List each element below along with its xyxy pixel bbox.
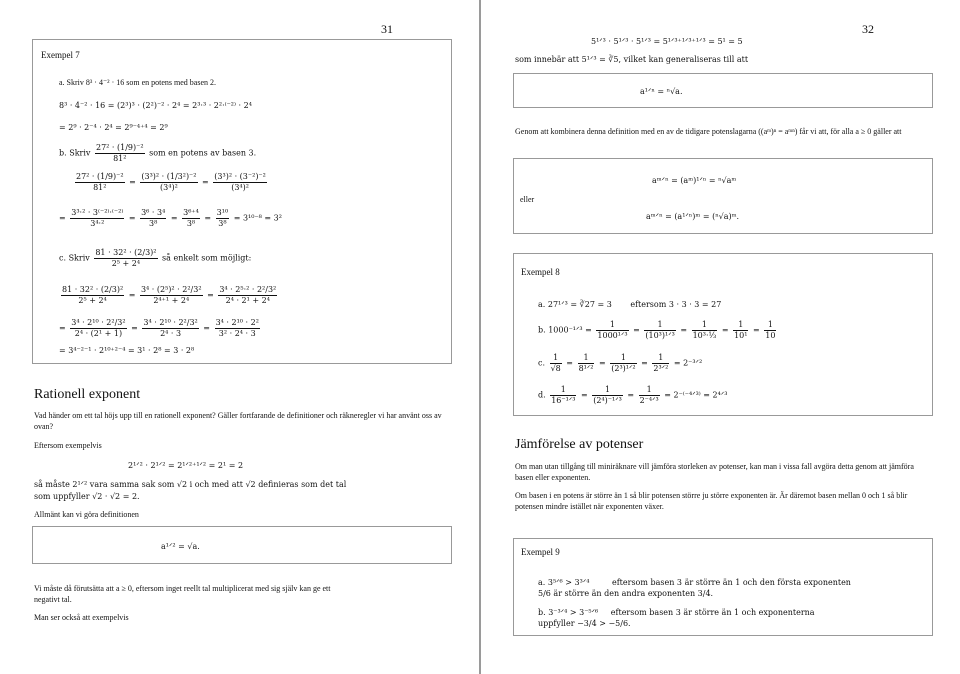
definition-box: [32, 526, 452, 564]
fraction-numerator: 3⁴ · 2¹⁰ · 2²/3²: [71, 318, 126, 327]
section-heading: Rationell exponent: [34, 387, 141, 402]
fraction-numerator: 3³·² · 3⁽⁻²⁾·⁽⁻²⁾: [71, 208, 124, 217]
fraction-numerator: 1: [652, 353, 669, 364]
paragraph: Vad händer om ett tal höjs upp till en rationell exponent? Gäller fortfarande de definitioner och räkneregler vi har använt oss av ovan?: [34, 411, 442, 431]
example-c-calc-row-1: $\frac{\text{81 · 32² · (2/3)²}}{\text{2⁵ + 2⁴}}$ = $\frac{\text{3⁴ · (2⁵)² · 2²/3²}}{\text{2⁴⁺¹ + 2⁴}}$ = $\frac{\text{3⁴ · 2⁵·² · 2²/3²}}{\text{2⁴ · 2¹ + 2⁴}}$: [62, 285, 277, 305]
paragraph-line: som innebär att 5¹ᐟ³ = ∛5, vilket kan generaliseras till att: [515, 55, 749, 64]
paragraph: Om basen i en potens är större än 1 så blir potensen större ju större exponenten är. Är däremot basen mellan 0 och 1 så blir potensen mindre istället när exponenten växer.: [515, 491, 908, 511]
fraction-denominator: 2³ᐟ²: [653, 364, 669, 373]
fraction-numerator: 1: [550, 385, 576, 396]
fraction-denominator: 10³·⅓: [692, 331, 717, 340]
example-b-explanation: eftersom basen 3 är större än 1 och exponenterna: [610, 608, 815, 617]
example-b-line: b. 1000⁻¹ᐟ³ = $\frac{1}{\text{1000¹ᐟ³}}$ = $\frac{1}{\text{(10³)¹ᐟ³}}$ = $\frac{1}{\text{10³·⅓}}$ = $\frac{1}{\text{10¹}}$ = $\frac{1}{10}$: [538, 320, 776, 340]
fraction-numerator: 27² · (1/9)⁻²: [95, 143, 144, 152]
fraction-numerator: 27² · (1/9)⁻²: [76, 172, 124, 181]
example-c-calc-row-3: = 3⁴⁻²⁻¹ · 2¹⁰⁺²⁻⁴ = 3¹ · 2⁸ = 3 · 2⁸: [59, 346, 195, 355]
definition-equation: a¹ᐟⁿ = ⁿ√a.: [640, 87, 683, 96]
fraction-denominator: (3⁴)²: [231, 183, 249, 192]
example-8-box: [513, 253, 933, 416]
fraction-denominator: 3⁸: [149, 219, 158, 228]
example-b-prompt: [59, 143, 256, 164]
example-title: Exempel 8: [521, 267, 560, 277]
example-a-line: [538, 299, 721, 310]
fraction-denominator: (2⁴)⁻¹ᐟ³: [593, 396, 622, 405]
fraction-numerator: 1: [639, 385, 660, 396]
example-b-lead: b. 1000⁻¹ᐟ³ =: [538, 325, 592, 335]
equation: 5¹ᐟ³ · 5¹ᐟ³ · 5¹ᐟ³ = 5¹ᐟ³⁺¹ᐟ³⁺¹ᐟ³ = 5¹ = 5: [591, 37, 743, 46]
page-number: 32: [862, 22, 874, 36]
page-number: 31: [381, 22, 393, 36]
rule-equation-1: aᵐᐟⁿ = (aᵐ)¹ᐟⁿ = ⁿ√aᵐ: [652, 176, 737, 185]
example-b-calc-tail: = 3¹⁰⁻⁸ = 3²: [233, 213, 282, 223]
fraction-denominator: 2⁴ · 2¹ + 2⁴: [225, 296, 270, 305]
fraction-denominator: (10³)¹ᐟ³: [645, 331, 675, 340]
section-heading: Jämförelse av potenser: [515, 437, 644, 452]
fraction-denominator: 1000¹ᐟ³: [597, 331, 628, 340]
fraction-denominator: 2⁴⁺¹ + 2⁴: [153, 296, 190, 305]
fraction-denominator: 3⁸: [218, 219, 227, 228]
fraction-denominator: 16⁻¹ᐟ³: [551, 396, 576, 405]
fraction-numerator: 1: [644, 320, 675, 331]
fraction-numerator: 1: [692, 320, 718, 331]
example-b-equation: b. 3⁻³ᐟ⁴ > 3⁻⁵ᐟ⁶: [538, 608, 599, 617]
example-7-box: [32, 39, 452, 364]
fraction-numerator: (3³)² · (1/3²)⁻²: [141, 172, 197, 181]
example-b-fraction: [95, 143, 145, 164]
fraction-denominator: 81²: [93, 183, 107, 192]
paragraph: Man ser också att exempelvis: [34, 613, 129, 622]
example-d-tail: = 2⁻⁽⁻⁴ᐟ³⁾ = 2⁴ᐟ³: [664, 390, 728, 400]
example-a-explanation: eftersom basen 3 är större än 1 och den första exponenten: [611, 578, 851, 587]
fraction-numerator: 1: [596, 320, 628, 331]
paragraph-line: så måste 2¹ᐟ² vara samma sak som √2 i och med att √2 definieras som det tal: [34, 480, 347, 489]
fraction-denominator: 3⁴·²: [90, 219, 105, 228]
paragraph-line: som uppfyller √2 · √2 = 2.: [34, 492, 140, 501]
example-a-line-2: = 2⁹ · 2⁻⁴ · 2⁴ = 2⁹⁻⁴⁺⁴ = 2⁹: [59, 123, 168, 132]
rule-connector: eller: [520, 195, 535, 204]
example-b-calc-row-2: = $\frac{\text{3³·² · 3⁽⁻²⁾·⁽⁻²⁾}}{\text{3⁴·²}}$ = $\frac{\text{3⁶ · 3⁴}}{\text{3⁸}}$ = $\frac{\text{3⁶⁺⁴}}{\text{3⁸}}$ = $\frac{\text{3¹⁰}}{\text{3⁸}}$ = 3¹⁰⁻⁸ = 3²: [59, 208, 282, 228]
fraction-numerator: 3⁴ · 2⁵·² · 2²/3²: [219, 285, 277, 294]
example-b-rest: som en potens av basen 3.: [149, 148, 257, 158]
fraction-denominator: 2⁴ · 3: [160, 329, 182, 338]
example-a-line: [538, 577, 851, 588]
fraction-denominator: (2³)¹ᐟ²: [611, 364, 636, 373]
example-c-label: c. Skriv: [59, 253, 90, 263]
paragraph: Vi måste då förutsätta att a ≥ 0, eftersom inget reellt tal multiplicerat med sig själv kan ge ett negativt tal.: [34, 584, 331, 604]
fraction-denominator: 8¹ᐟ²: [578, 364, 594, 373]
example-b-label: b. Skriv: [59, 148, 91, 158]
equation: 2¹ᐟ² · 2¹ᐟ² = 2¹ᐟ²⁺¹ᐟ² = 2¹ = 2: [128, 461, 244, 470]
example-a-prompt: a. Skriv 8³ · 4⁻² · 16 som en potens med basen 2.: [59, 78, 216, 87]
example-a-equation: a. 27¹ᐟ³ = ∛27 = 3: [538, 300, 612, 309]
fraction-denominator: 2⁵ + 2⁴: [78, 296, 107, 305]
example-a-equation: a. 3⁵ᐟ⁶ > 3³ᐟ⁴: [538, 578, 590, 587]
fraction-numerator: 81 · 32² · (2/3)²: [62, 285, 124, 294]
fraction-denominator: 2⁴ · (2¹ + 1): [74, 329, 123, 338]
fraction-numerator: 3⁴ · 2¹⁰ · 2²: [215, 318, 259, 327]
example-b-line: [538, 607, 815, 618]
fraction-numerator: 3⁴ · 2¹⁰ · 2²/3²: [143, 318, 198, 327]
example-c-rest: så enkelt som möjligt:: [162, 253, 252, 263]
paragraph: Om man utan tillgång till miniräknare vill jämföra storleken av potenser, kan man i vissa fall avgöra detta genom att jämföra basen eller exponenten.: [515, 462, 914, 482]
fraction-numerator: 1: [733, 320, 748, 331]
fraction-numerator: 3⁶⁺⁴: [183, 208, 199, 217]
fraction-denominator: √8: [550, 364, 561, 373]
fraction-denominator: 2⁻⁴ᐟ³: [639, 396, 659, 405]
fraction-denominator: (3⁴)²: [160, 183, 178, 192]
fraction-numerator: 1: [550, 353, 562, 364]
rule-equation-2: aᵐᐟⁿ = (a¹ᐟⁿ)ᵐ = (ⁿ√a)ᵐ.: [646, 212, 740, 221]
example-c-prompt: [59, 248, 251, 269]
fraction-denominator: 81²: [113, 154, 127, 163]
paragraph: Genom att kombinera denna definition med en av de tidigare potenslagarna ((aᵐ)ⁿ = aᵐⁿ) får vi att, för alla a ≥ 0 gäller att: [515, 127, 902, 136]
rule-box: [513, 158, 933, 234]
example-a-line-2: 5/6 är större än den andra exponenten 3/4.: [538, 589, 714, 598]
example-a-line-1: 8³ · 4⁻² · 16 = (2³)³ · (2²)⁻² · 2⁴ = 2³·³ · 2²·⁽⁻²⁾ · 2⁴: [59, 101, 252, 110]
example-b-calc-row-1: $\frac{\text{27² · (1/9)⁻²}}{\text{81²}}$ = $\frac{\text{(3³)² · (1/3²)⁻²}}{\text{(3⁴)²}}$ = $\frac{\text{(3³)² · (3⁻²)⁻²}}{\text{(3⁴)²}}$: [76, 172, 266, 192]
example-c-lead: c.: [538, 358, 546, 368]
example-a-explanation: eftersom 3 · 3 · 3 = 27: [630, 300, 722, 309]
fraction-denominator: 2⁵ + 2⁴: [111, 259, 141, 268]
example-c-calc-row-2: = $\frac{\text{3⁴ · 2¹⁰ · 2²/3²}}{\text{2⁴ · (2¹ + 1)}}$ = $\frac{\text{3⁴ · 2¹⁰ · 2²/3²}}{\text{2⁴ · 3}}$ = $\frac{\text{3⁴ · 2¹⁰ · 2²}}{\text{3² · 2⁴ · 3}}$: [59, 318, 259, 338]
example-d-line: d. $\frac{1}{\text{16⁻¹ᐟ³}}$ = $\frac{1}{\text{(2⁴)⁻¹ᐟ³}}$ = $\frac{1}{\text{2⁻⁴ᐟ³}}$ = 2⁻⁽⁻⁴ᐟ³⁾ = 2⁴ᐟ³: [538, 385, 728, 405]
example-d-lead: d.: [538, 390, 546, 400]
paragraph: Allmänt kan vi göra definitionen: [34, 510, 139, 519]
fraction-numerator: 3⁶ · 3⁴: [141, 208, 166, 217]
fraction-numerator: 1: [578, 353, 595, 364]
definition-box: [513, 73, 933, 108]
example-c-tail: = 2⁻³ᐟ²: [673, 358, 703, 368]
right-page: [481, 0, 960, 674]
paragraph: Eftersom exempelvis: [34, 441, 102, 450]
example-title: Exempel 9: [521, 547, 560, 557]
example-title: Exempel 7: [41, 50, 80, 60]
example-c-line: c. $\frac{1}{√8}$ = $\frac{1}{\text{8¹ᐟ²}}$ = $\frac{1}{\text{(2³)¹ᐟ²}}$ = $\frac{1}{\text{2³ᐟ²}}$ = 2⁻³ᐟ²: [538, 353, 703, 373]
fraction-numerator: (3³)² · (3⁻²)⁻²: [214, 172, 266, 181]
fraction-denominator: 10¹: [734, 331, 748, 340]
fraction-numerator: 1: [592, 385, 623, 396]
fraction-denominator: 3⁸: [186, 219, 196, 228]
definition-equation: a¹ᐟ² = √a.: [161, 542, 200, 551]
fraction-numerator: 1: [764, 320, 776, 331]
fraction-numerator: 81 · 32² · (2/3)²: [95, 248, 157, 257]
fraction-denominator: 3² · 2⁴ · 3: [218, 329, 256, 338]
example-9-box: [513, 538, 933, 636]
fraction-numerator: 3¹⁰: [216, 208, 229, 217]
fraction-denominator: 10: [765, 331, 776, 340]
fraction-numerator: 1: [610, 353, 636, 364]
left-page: [0, 0, 479, 674]
example-b-line-2: uppfyller −3/4 > −5/6.: [538, 619, 631, 628]
fraction-numerator: 3⁴ · (2⁵)² · 2²/3²: [140, 285, 202, 294]
